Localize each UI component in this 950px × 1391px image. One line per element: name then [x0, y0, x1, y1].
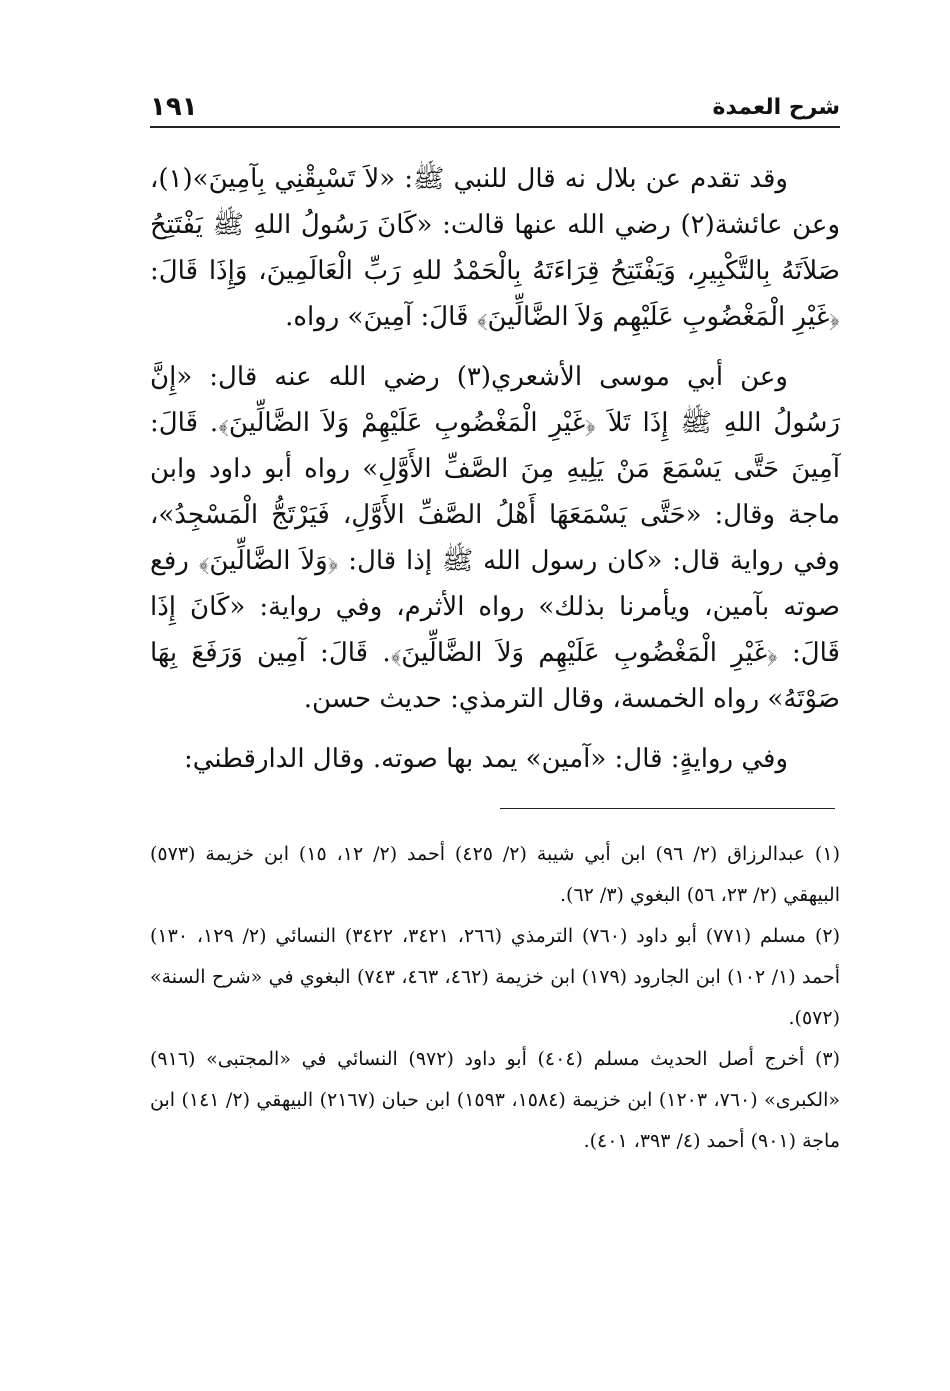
paragraph: وقد تقدم عن بلال نه قال للنبي ﷺ: «لاَ تَسْبِقْنِي بِآمِينَ»(١)، وعن عائشة(٢) رضي الله عنها قالت: «كَانَ رَسُولُ اللهِ ﷺ يَفْتَتِحُ صَلاَتَهُ بِالتَّكْبِيرِ، وَيَفْتَتِحُ قِرَاءَتَهُ بِالْحَمْدُ للهِ رَبِّ الْعَالَمِينَ، وَإِذَا قَالَ: ﴿غَيْرِ الْمَغْضُوبِ عَلَيْهِم وَلاَ الضَّالِّينَ﴾ قَالَ: آمِينَ» رواه.	[150, 164, 841, 332]
paragraph: وفي روايةٍ: قال: «آمين» يمد بها صوته. وقال الدارقطني:	[183, 744, 788, 774]
page-number: ١٩١	[150, 92, 198, 122]
book-page	[150, 80, 840, 1280]
book-title: شرح العمدة	[712, 95, 840, 120]
footnotes	[150, 834, 840, 1162]
footnote-separator	[150, 808, 840, 810]
footnote: (٣) أخرج أصل الحديث مسلم (٤٠٤) أبو داود (٩٧٢) النسائي في «المجتبى» (٩١٦) «الكبرى» (٧٦٠، ١٢٠٣) ابن خزيمة (١٥٨٤، ١٥٩٣) ابن حبان (٢١٦٧) البيهقي (٢/ ١٤١) ابن ماجة (٩٠١) أحمد (٤/ ٣٩٣، ٤٠١).	[150, 1048, 840, 1152]
footnote: (١) عبدالرزاق (٢/ ٩٦) ابن أبي شيبة (٢/ ٤٢٥) أحمد (٢/ ١٢، ١٥) ابن خزيمة (٥٧٣) البيهقي (٢/ ٢٣، ٥٦) البغوي (٣/ ٦٢).	[150, 843, 840, 906]
running-header	[150, 80, 840, 128]
paragraph: وعن أبي موسى الأشعري(٣) رضي الله عنه قال: «إِنَّ رَسُولُ اللهِ ﷺ إِذَا تَلاَ ﴿غَيْرِ الْمَغْضُوبِ عَلَيْهِمْ وَلاَ الضَّالِّينَ﴾. قَالَ: آمِينَ حَتَّى يَسْمَعَ مَنْ يَلِيهِ مِنَ الصَّفِّ الأَوَّلِ» رواه أبو داود وابن ماجة وقال: «حَتَّى يَسْمَعَهَا أَهْلُ الصَّفِّ الأَوَّلِ، فَيَرْتَجُّ الْمَسْجِدُ»، وفي رواية قال: «كان رسول الله ﷺ إذا قال: ﴿وَلاَ الضَّالِّينَ﴾ رفع صوته بآمين، ويأمرنا بذلك» رواه الأثرم، وفي رواية: «كَانَ إِذَا قَالَ: ﴿غَيْرِ الْمَغْضُوبِ عَلَيْهِم وَلاَ الضَّالِّينَ﴾. قَالَ: آمِين وَرَفَعَ بِهَا صَوْتَهُ» رواه الخمسة، وقال الترمذي: حديث حسن.	[150, 362, 840, 714]
main-text	[150, 156, 840, 782]
footnote: (٢) مسلم (٧٧١) أبو داود (٧٦٠) الترمذي (٢٦٦، ٣٤٢١، ٣٤٢٢) النسائي (٢/ ١٢٩، ١٣٠) أحمد (١/ ١٠٢) ابن الجارود (١٧٩) ابن خزيمة (٤٦٢، ٤٦٣، ٧٤٣) البغوي في «شرح السنة» (٥٧٢).	[150, 925, 841, 1029]
